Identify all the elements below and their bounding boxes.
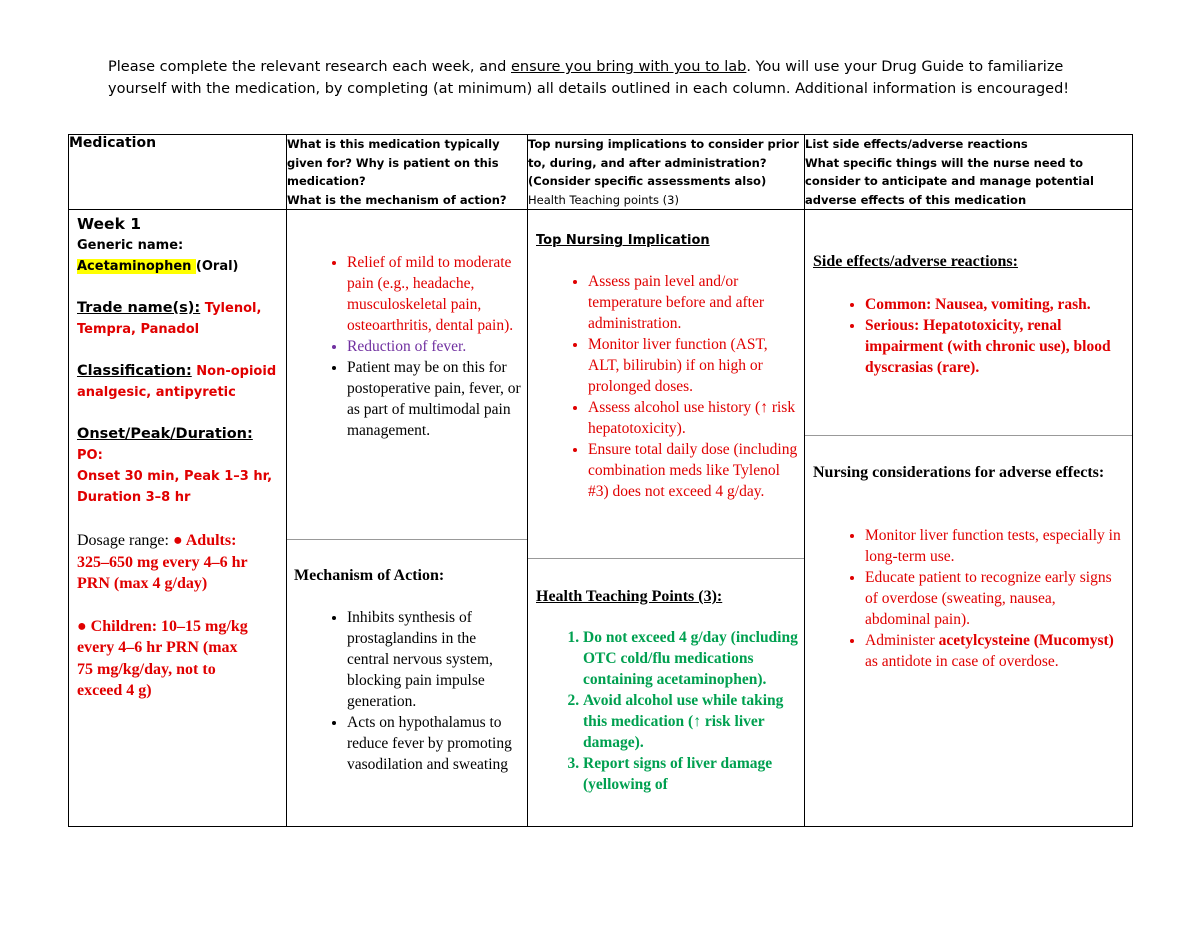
list-item: 1. Do not exceed 4 g/day (including OTC cold/flu medications containing acetaminophen). — [583, 627, 798, 690]
list-item: • Educate patient to recognize early signs of overdose (sweating, nausea, abdominal pain). — [865, 567, 1124, 630]
list-item: • Assess alcohol use history (↑ risk hepatotoxicity). — [588, 397, 798, 439]
nursing-list — [528, 271, 798, 502]
instructions-line-1: Please complete the relevant research each week, and ensure you bring with you to lab. You will use your Drug Guide to familiarize — [108, 59, 1064, 75]
list-item: • Ensure total daily dose (including combination meds like Tylenol #3) does not exceed 4 g/day. — [588, 439, 798, 502]
emphasis-underline: ensure you bring with you to lab — [511, 59, 747, 75]
classification-label: Classification: — [77, 363, 192, 379]
list-item: • Serious: Hepatotoxicity, renal impairment (with chronic use), blood dyscrasias (rare). — [865, 315, 1124, 378]
list-item: • Monitor liver function (AST, ALT, bilirubin) if on high or prolonged doses. — [588, 334, 798, 397]
side-effects-title: Side effects/adverse reactions: — [813, 253, 1018, 270]
instructions — [108, 56, 1108, 100]
generic-name-label: Generic name: — [77, 238, 184, 253]
instructions-line-2: yourself with the medication, by completing (at minimum) all details outlined in each column. Additional information is encouraged! — [108, 81, 1070, 97]
list-item: • Administer acetylcysteine (Mucomyst) as antidote in case of overdose. — [865, 630, 1124, 672]
side-effects-list — [805, 294, 1124, 378]
considerations-title: Nursing considerations for adverse effects: — [813, 464, 1105, 481]
list-item: • Monitor liver function tests, especially in long-term use. — [865, 525, 1124, 567]
moa-title: Mechanism of Action: — [294, 567, 445, 584]
considerations-list — [805, 525, 1124, 672]
header-indication: What is this medication typically given for? Why is patient on this medication? What is the mechanism of action? — [287, 135, 528, 210]
list-item: • Common: Nausea, vomiting, rash. — [865, 294, 1124, 315]
divider — [287, 539, 527, 540]
trade-name-label: Trade name(s): — [77, 300, 201, 316]
header-medication: Medication — [69, 135, 287, 210]
list-item: 3. Report signs of liver damage (yellowing of — [583, 753, 798, 795]
teaching-list — [528, 627, 798, 795]
list-item: • Reduction of fever. — [347, 336, 521, 357]
list-item: • Inhibits synthesis of prostaglandins in the central nervous system, blocking pain impulse generation. — [347, 607, 521, 712]
uses-list — [287, 252, 521, 441]
medication-cell: Week 1 Generic name: Acetaminophen (Oral) Trade name(s): Tylenol, Tempra, Panadol Classification: Non-opioid analgesic, antipyretic Onset/Peak/Duration: PO: Onset 30 min, Peak 1–3 hr, Duration 3–8 hr Dosage range: ● Adults: 325–650 mg every 4–6 hr PRN (max 4 g/day) ● Children: 10–15 mg/kg every 4–6 hr PRN (max 75 mg/kg/day, not to exceed 4 g) — [69, 210, 287, 827]
nursing-cell — [528, 210, 805, 827]
week-label: Week 1 — [77, 215, 142, 233]
list-item: • Assess pain level and/or temperature before and after administration. — [588, 271, 798, 334]
indication-cell — [287, 210, 528, 827]
nursing-title: Top Nursing Implication — [536, 233, 710, 248]
header-side-effects: List side effects/adverse reactions What specific things will the nurse need to consider to anticipate and manage potential adverse effects of this medication — [805, 135, 1133, 210]
divider — [805, 435, 1132, 436]
teaching-title: Health Teaching Points (3): — [536, 588, 723, 605]
dosage-label: Dosage range: — [77, 532, 173, 549]
onset-peak-duration-label: Onset/Peak/Duration: — [77, 426, 253, 442]
list-item: 2. Avoid alcohol use while taking this medication (↑ risk liver damage). — [583, 690, 798, 753]
week-1-row — [69, 210, 1133, 827]
route: (Oral) — [195, 259, 239, 274]
generic-name-value: Acetaminophen — [77, 259, 196, 274]
dosage-range: Dosage range: ● Adults: 325–650 mg every 4–6 hr PRN (max 4 g/day) ● Children: 10–15 mg/kg every 4–6 hr PRN (max 75 mg/kg/day, not to exceed 4 g) — [77, 532, 248, 699]
drug-card-table — [68, 134, 1133, 827]
divider — [528, 558, 804, 559]
classification-value: analgesic, antipyretic — [77, 385, 236, 400]
trade-name-value: Tempra, Panadol — [77, 322, 200, 337]
header-nursing-implications: Top nursing implications to consider prior to, during, and after administration? (Consider specific assessments also) Health Teaching points (3) — [528, 135, 805, 210]
list-item: • Patient may be on this for postoperative pain, fever, or as part of multimodal pain management. — [347, 357, 521, 441]
moa-list — [287, 607, 521, 775]
list-item: • Relief of mild to moderate pain (e.g., headache, musculoskeletal pain, osteoarthritis, dental pain). — [347, 252, 521, 336]
header-row — [69, 135, 1133, 210]
list-item: • Acts on hypothalamus to reduce fever by promoting vasodilation and sweating — [347, 712, 521, 775]
adverse-cell — [805, 210, 1133, 827]
